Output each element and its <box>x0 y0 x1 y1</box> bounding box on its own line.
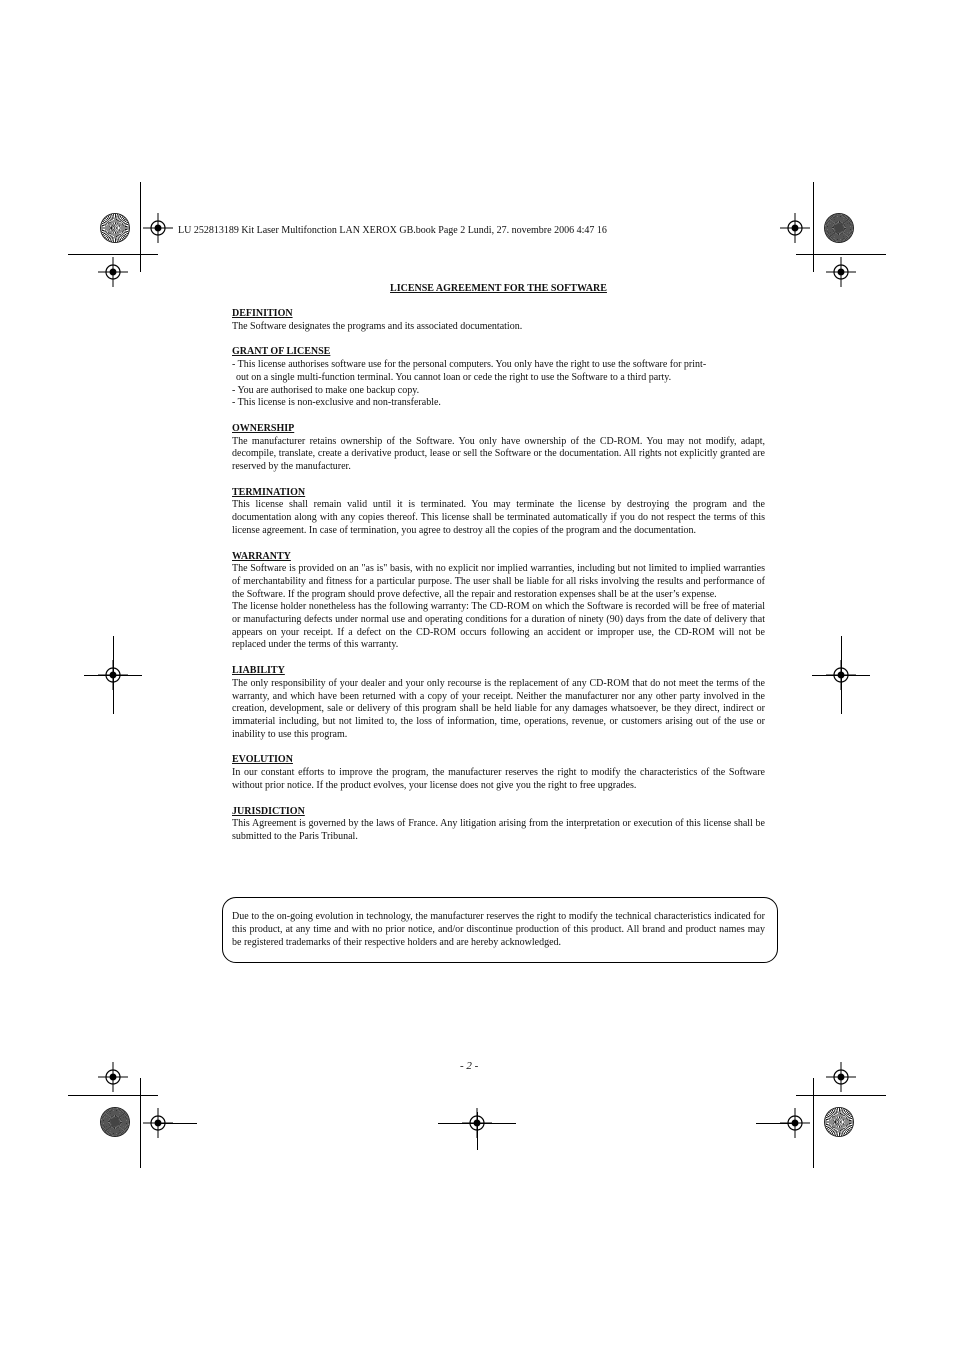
section-heading: DEFINITION <box>232 308 293 319</box>
book-header-slug: LU 252813189 Kit Laser Multifonction LAN XEROX GB.book Page 2 Lundi, 27. novembre 2006 4:47 16 <box>178 225 607 236</box>
section-evolution <box>232 754 765 792</box>
registration-rosette <box>101 1108 129 1136</box>
section-paragraph: The manufacturer retains ownership of the Software. You only have ownership of the CD-ROM. You may not modify, adapt, decompile, translate, create a derivative product, lease or sell the Software or the documentation. All rights not explicitly granted are reserved by the manufacturer. <box>232 435 765 473</box>
section-warranty <box>232 551 765 653</box>
section-heading: EVOLUTION <box>232 754 293 766</box>
crop-line <box>841 636 842 714</box>
crop-line <box>113 636 114 714</box>
registration-target-icon <box>780 213 810 243</box>
registration-target-icon <box>98 257 128 287</box>
section-heading: WARRANTY <box>232 550 291 562</box>
crop-line <box>813 182 814 272</box>
section-grant-of-license <box>232 346 765 410</box>
crop-line <box>155 1123 197 1124</box>
list-item: - This license authorises software use for the personal computers. You only have the right to use the software for print- <box>232 359 707 371</box>
registration-target-icon <box>143 213 173 243</box>
crop-line <box>477 1112 478 1150</box>
list-item: - This license is non-exclusive and non-transferable. <box>232 397 441 409</box>
section-liability <box>232 665 765 741</box>
crop-line <box>813 1078 814 1168</box>
section-jurisdiction <box>232 806 765 844</box>
crop-line <box>140 1078 141 1168</box>
crop-line <box>68 254 158 255</box>
registration-target-icon <box>98 1062 128 1092</box>
section-paragraph: In our constant efforts to improve the program, the manufacturer reserves the right to modify the characteristics of the Software without prior notice. If the product evolves, your license does not give you the right to free upgrades. <box>232 767 765 791</box>
section-termination <box>232 487 765 538</box>
registration-rosette <box>825 1108 853 1136</box>
crop-line <box>796 254 886 255</box>
section-definition <box>232 308 765 333</box>
crop-line <box>68 1095 158 1096</box>
section-paragraph: The Software designates the programs and its associated documentation. <box>232 320 523 332</box>
license-body <box>232 308 765 857</box>
registration-rosette <box>825 214 853 242</box>
crop-line <box>796 1095 886 1096</box>
crop-line <box>756 1123 798 1124</box>
section-heading: OWNERSHIP <box>232 422 295 434</box>
section-paragraph: The only responsibility of your dealer and your only recourse is the replacement of any CD-ROM that do not meet the terms of the warranty, and which have been returned with a copy of your receipt. Neither the manufacturer nor any other party involved in the creation, development, sale or delivery of this program shall be held liable for any damages whatsoever, be they direct, indirect or immaterial including, but not limited to, the loss of information, time, operations, revenue, or customers arising out of the use or inability to use this program. <box>232 677 765 740</box>
section-ownership <box>232 423 765 474</box>
section-paragraph: This Agreement is governed by the laws of France. Any litigation arising from the interpretation or execution of this license shall be submitted to the Paris Tribunal. <box>232 818 765 842</box>
section-paragraph: This license shall remain valid until it is terminated. You may terminate the license by destroying the program and the documentation along with any copies thereof. This license shall be terminated automatically if you do not respect the terms of this license agreement. In case of termination, you agree to destroy all the copies of the program and the documentation. <box>232 499 765 536</box>
section-heading: TERMINATION <box>232 486 306 498</box>
registration-rosette <box>101 214 129 242</box>
page-title: LICENSE AGREEMENT FOR THE SOFTWARE <box>390 283 607 294</box>
registration-target-icon <box>826 257 856 287</box>
section-paragraph: The Software is provided on an "as is" basis, with no explicit nor implied warranties, including but not limited to implied warranties of merchantability and fitness for a particular purpose. The user shall be liable for all risks involving the results and performance of the Software. If the program should prove defective, all the repair and restoration expenses shall be at the user’s expense. <box>232 563 765 600</box>
section-paragraph: The license holder nonetheless has the following warranty: The CD-ROM on which the Software is recorded will be free of material or manufacturing defects under normal use and operating conditions for a duration of ninety (90) days from the date of delivery that appears on your receipt. If a defect on the CD-ROM occurs following an accident or improper use, the CD-ROM will not be replaced under the terms of this warranty. <box>232 601 765 651</box>
crop-line <box>140 182 141 272</box>
section-heading: GRANT OF LICENSE <box>232 346 331 358</box>
list-item: - You are authorised to make one backup copy. <box>232 384 420 396</box>
list-item: out on a single multi-function terminal. You cannot loan or cede the right to use the Software to a third party. <box>236 371 672 383</box>
section-heading: LIABILITY <box>232 665 285 677</box>
page-number: - 2 - <box>460 1060 479 1072</box>
notice-box: Due to the on-going evolution in technology, the manufacturer reserves the right to modify the technical characteristics indicated for this product, at any time and with no prior notice, and/or discontinue production of this product. All brand and product names may be registered trademarks of their respective holders and are hereby acknowledged. <box>222 897 778 963</box>
section-heading: JURISDICTION <box>232 805 305 817</box>
registration-target-icon <box>826 1062 856 1092</box>
